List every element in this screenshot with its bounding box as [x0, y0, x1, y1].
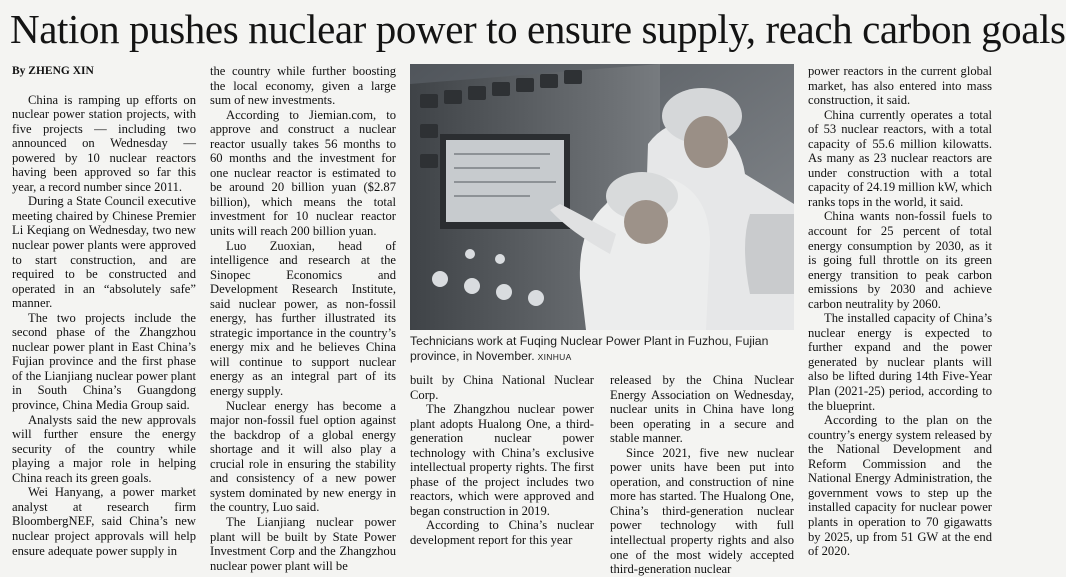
- paragraph: The Zhangzhou nuclear power plant adopts Hualong One, a third-generation nuclear power technology with China’s exclusive intellectual property rights. The first phase of the project includes two reactors, which were approved and began construction in 2019.: [410, 402, 594, 518]
- headline: Nation pushes nuclear power to ensure supply, reach carbon goals: [10, 6, 1066, 52]
- article-column-2: [210, 64, 396, 573]
- byline: By ZHENG XIN: [12, 65, 94, 77]
- paragraph: The Lianjiang nuclear power plant will be built by State Power Investment Corp and the Zhangzhou nuclear power plant will be: [210, 514, 396, 573]
- photo-credit: XINHUA: [537, 352, 572, 362]
- article-column-1: [12, 64, 196, 562]
- paragraph: China is ramping up efforts on nuclear power station projects, with five projects — including two announced on Wednesday — powered by 10 nuclear reactors having been approved so far this year, a record number since 2011.: [12, 92, 196, 194]
- paragraph: the country while further boosting the local economy, given a large sum of new investments.: [210, 64, 396, 108]
- article-column-4: [610, 373, 794, 577]
- paragraph: Nuclear energy has become a major non-fossil fuel option against the backdrop of a global energy shortage and it will also play a crucial role in ensuring the stability and consistency of a new power system dominated by new energy in the country, Luo said.: [210, 398, 396, 515]
- paragraph: According to Jiemian.com, to approve and construct a nuclear reactor usually takes 56 months to 60 months and the investment for one nuclear reactor is estimated to be around 20 billion yuan ($2.87 billion), which means the total investment for 10 nuclear reactor units will reach 200 billion yuan.: [210, 107, 396, 239]
- article-column-5: [808, 64, 992, 562]
- paragraph: The two projects include the second phase of the Zhangzhou nuclear power plant in East China’s Fujian province and the first phase of the Lianjiang nuclear power plant in South China’s Guangdong province, China Media Group said.: [12, 310, 196, 413]
- paragraph: released by the China Nuclear Energy Association on Wednesday, nuclear units in China have long been operating in a secure and stable manner.: [610, 373, 794, 446]
- paragraph: Luo Zuoxian, head of intelligence and research at the Sinopec Economics and Development Research Institute, said nuclear power, as non-fossil energy, has further illustrated its strategic importance in the country’s energy mix and he believes China will continue to support nuclear energy as an integral part of its energy supply.: [210, 238, 396, 399]
- article-column-3: [410, 373, 594, 563]
- paragraph: Wei Hanyang, a power market analyst at research firm BloombergNEF, said China’s new nuclear project approvals will help ensure adequate power supply in: [12, 485, 196, 558]
- paragraph: During a State Council executive meeting chaired by Chinese Premier Li Keqiang on Wednesday, two new nuclear power plants were approved to start construction, and are required to be constructed and operated in an “absolutely safe” manner.: [12, 194, 196, 311]
- photo-caption: [410, 334, 794, 365]
- paragraph: According to the plan on the country’s energy system released by the National Development and Reform Commission and the National Energy Administration, the government vows to step up the installed capacity for nuclear power plants in operation to 70 gigawatts by 2025, up from 51 GW at the end of 2020.: [808, 413, 992, 559]
- paragraph: Analysts said the new approvals will further ensure the energy security of the country while playing a major role in helping China reach its green goals.: [12, 412, 196, 485]
- paragraph: China currently operates a total of 53 nuclear reactors, with a total capacity of 55.6 million kilowatts. As many as 23 nuclear reactors are under construction with a total capacity of 24.19 million kW, which ranks tops in the world, it said.: [808, 107, 992, 209]
- caption-text: Technicians work at Fuqing Nuclear Power Plant in Fuzhou, Fujian province, in November.: [410, 334, 769, 363]
- technicians-photo-illustration: [410, 64, 794, 330]
- paragraph: According to China’s nuclear development report for this year: [410, 518, 594, 548]
- news-photo: [410, 64, 794, 330]
- paragraph: built by China National Nuclear Corp.: [410, 373, 594, 402]
- paragraph: China wants non-fossil fuels to account for 25 percent of total energy consumption by 2030, as it is going full throttle on its green energy transition to peak carbon emissions by 2030 and achieve carbon neutrality by 2060.: [808, 209, 992, 311]
- paragraph: Since 2021, five new nuclear power units have been put into operation, and construction of nine more has started. The Hualong One, China’s third-generation nuclear power technology with full intellectual property rights and also one of the most widely accepted third-generation nuclear: [610, 445, 794, 577]
- paragraph: The installed capacity of China’s nuclear energy is expected to further expand and the power generated by nuclear plants will also be lifted during 14th Five-Year Plan (2021-25) period, according to the blueprint.: [808, 311, 992, 413]
- paragraph: power reactors in the current global market, has also entered into mass construction, it said.: [808, 64, 992, 108]
